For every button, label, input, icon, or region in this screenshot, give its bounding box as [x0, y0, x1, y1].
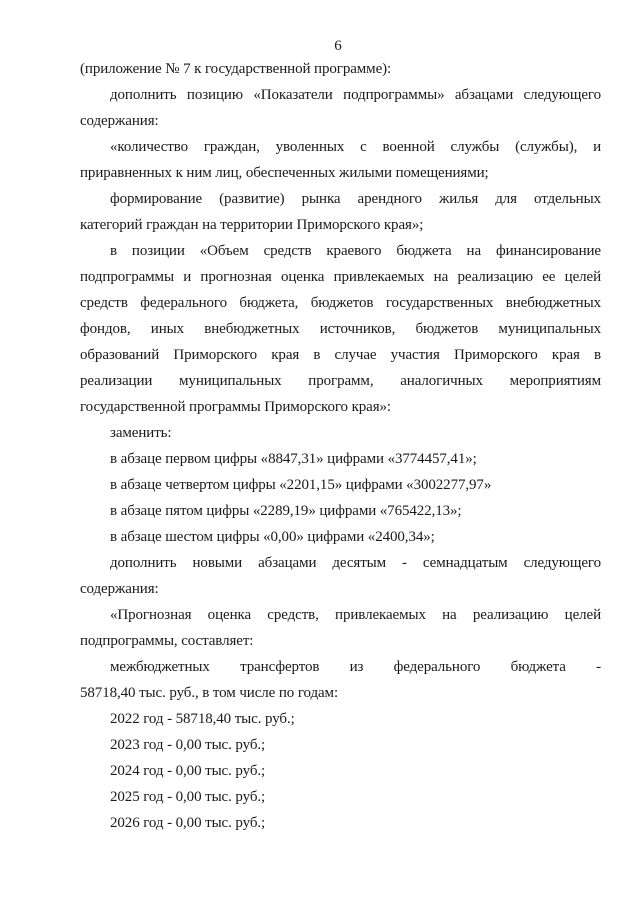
text-line: «Прогнозная оценка средств, привлекаемых на реализацию целей [110, 607, 601, 623]
text-line: 2024 год - 0,00 тыс. руб.; [110, 763, 266, 779]
text-line: реализации муниципальных программ, аналогичных мероприятиям [80, 373, 601, 389]
text-line: приравненных к ним лиц, обеспеченных жилыми помещениями; [80, 165, 489, 181]
text-line: 2026 год - 0,00 тыс. руб.; [110, 815, 266, 831]
text-line: «количество граждан, уволенных с военной службы (службы), и [110, 139, 601, 155]
text-line: содержания: [80, 581, 159, 597]
text-line: 2023 год - 0,00 тыс. руб.; [110, 737, 266, 753]
text-line: 2025 год - 0,00 тыс. руб.; [110, 789, 266, 805]
text-line: в абзаце пятом цифры «2289,19» цифрами «765422,13»; [110, 503, 462, 519]
text-line: межбюджетных трансфертов из федерального бюджета - [110, 659, 601, 675]
text-line: 58718,40 тыс. руб., в том числе по годам: [80, 685, 339, 701]
text-line: категорий граждан на территории Приморского края»; [80, 217, 424, 233]
text-line: в позиции «Объем средств краевого бюджета на финансирование [110, 243, 601, 259]
text-line: фондов, иных внебюджетных источников, бюджетов муниципальных [80, 321, 601, 337]
text-line: в абзаце первом цифры «8847,31» цифрами «3774457,41»; [110, 451, 477, 467]
text-line: формирование (развитие) рынка арендного жилья для отдельных [110, 191, 601, 207]
text-line: (приложение № 7 к государственной программе): [80, 61, 392, 77]
text-line: содержания: [80, 113, 159, 129]
text-line: средств федерального бюджета, бюджетов государственных внебюджетных [80, 295, 601, 311]
text-line: государственной программы Приморского края»: [80, 399, 391, 415]
text-line: дополнить позицию «Показатели подпрограммы» абзацами следующего [110, 87, 601, 103]
text-line: в абзаце четвертом цифры «2201,15» цифрами «3002277,97» [110, 477, 492, 493]
text-line: дополнить новыми абзацами десятым - семнадцатым следующего [110, 555, 601, 571]
page-number: 6 [334, 38, 342, 54]
text-line: 2022 год - 58718,40 тыс. руб.; [110, 711, 295, 727]
document-body [80, 56, 601, 836]
text-line: в абзаце шестом цифры «0,00» цифрами «2400,34»; [110, 529, 435, 545]
text-line: подпрограммы и прогнозная оценка привлекаемых на реализацию ее целей [80, 269, 601, 285]
text-line: подпрограммы, составляет: [80, 633, 254, 649]
text-line: заменить: [110, 425, 172, 441]
text-line: образований Приморского края в случае участия Приморского края в [80, 347, 601, 363]
